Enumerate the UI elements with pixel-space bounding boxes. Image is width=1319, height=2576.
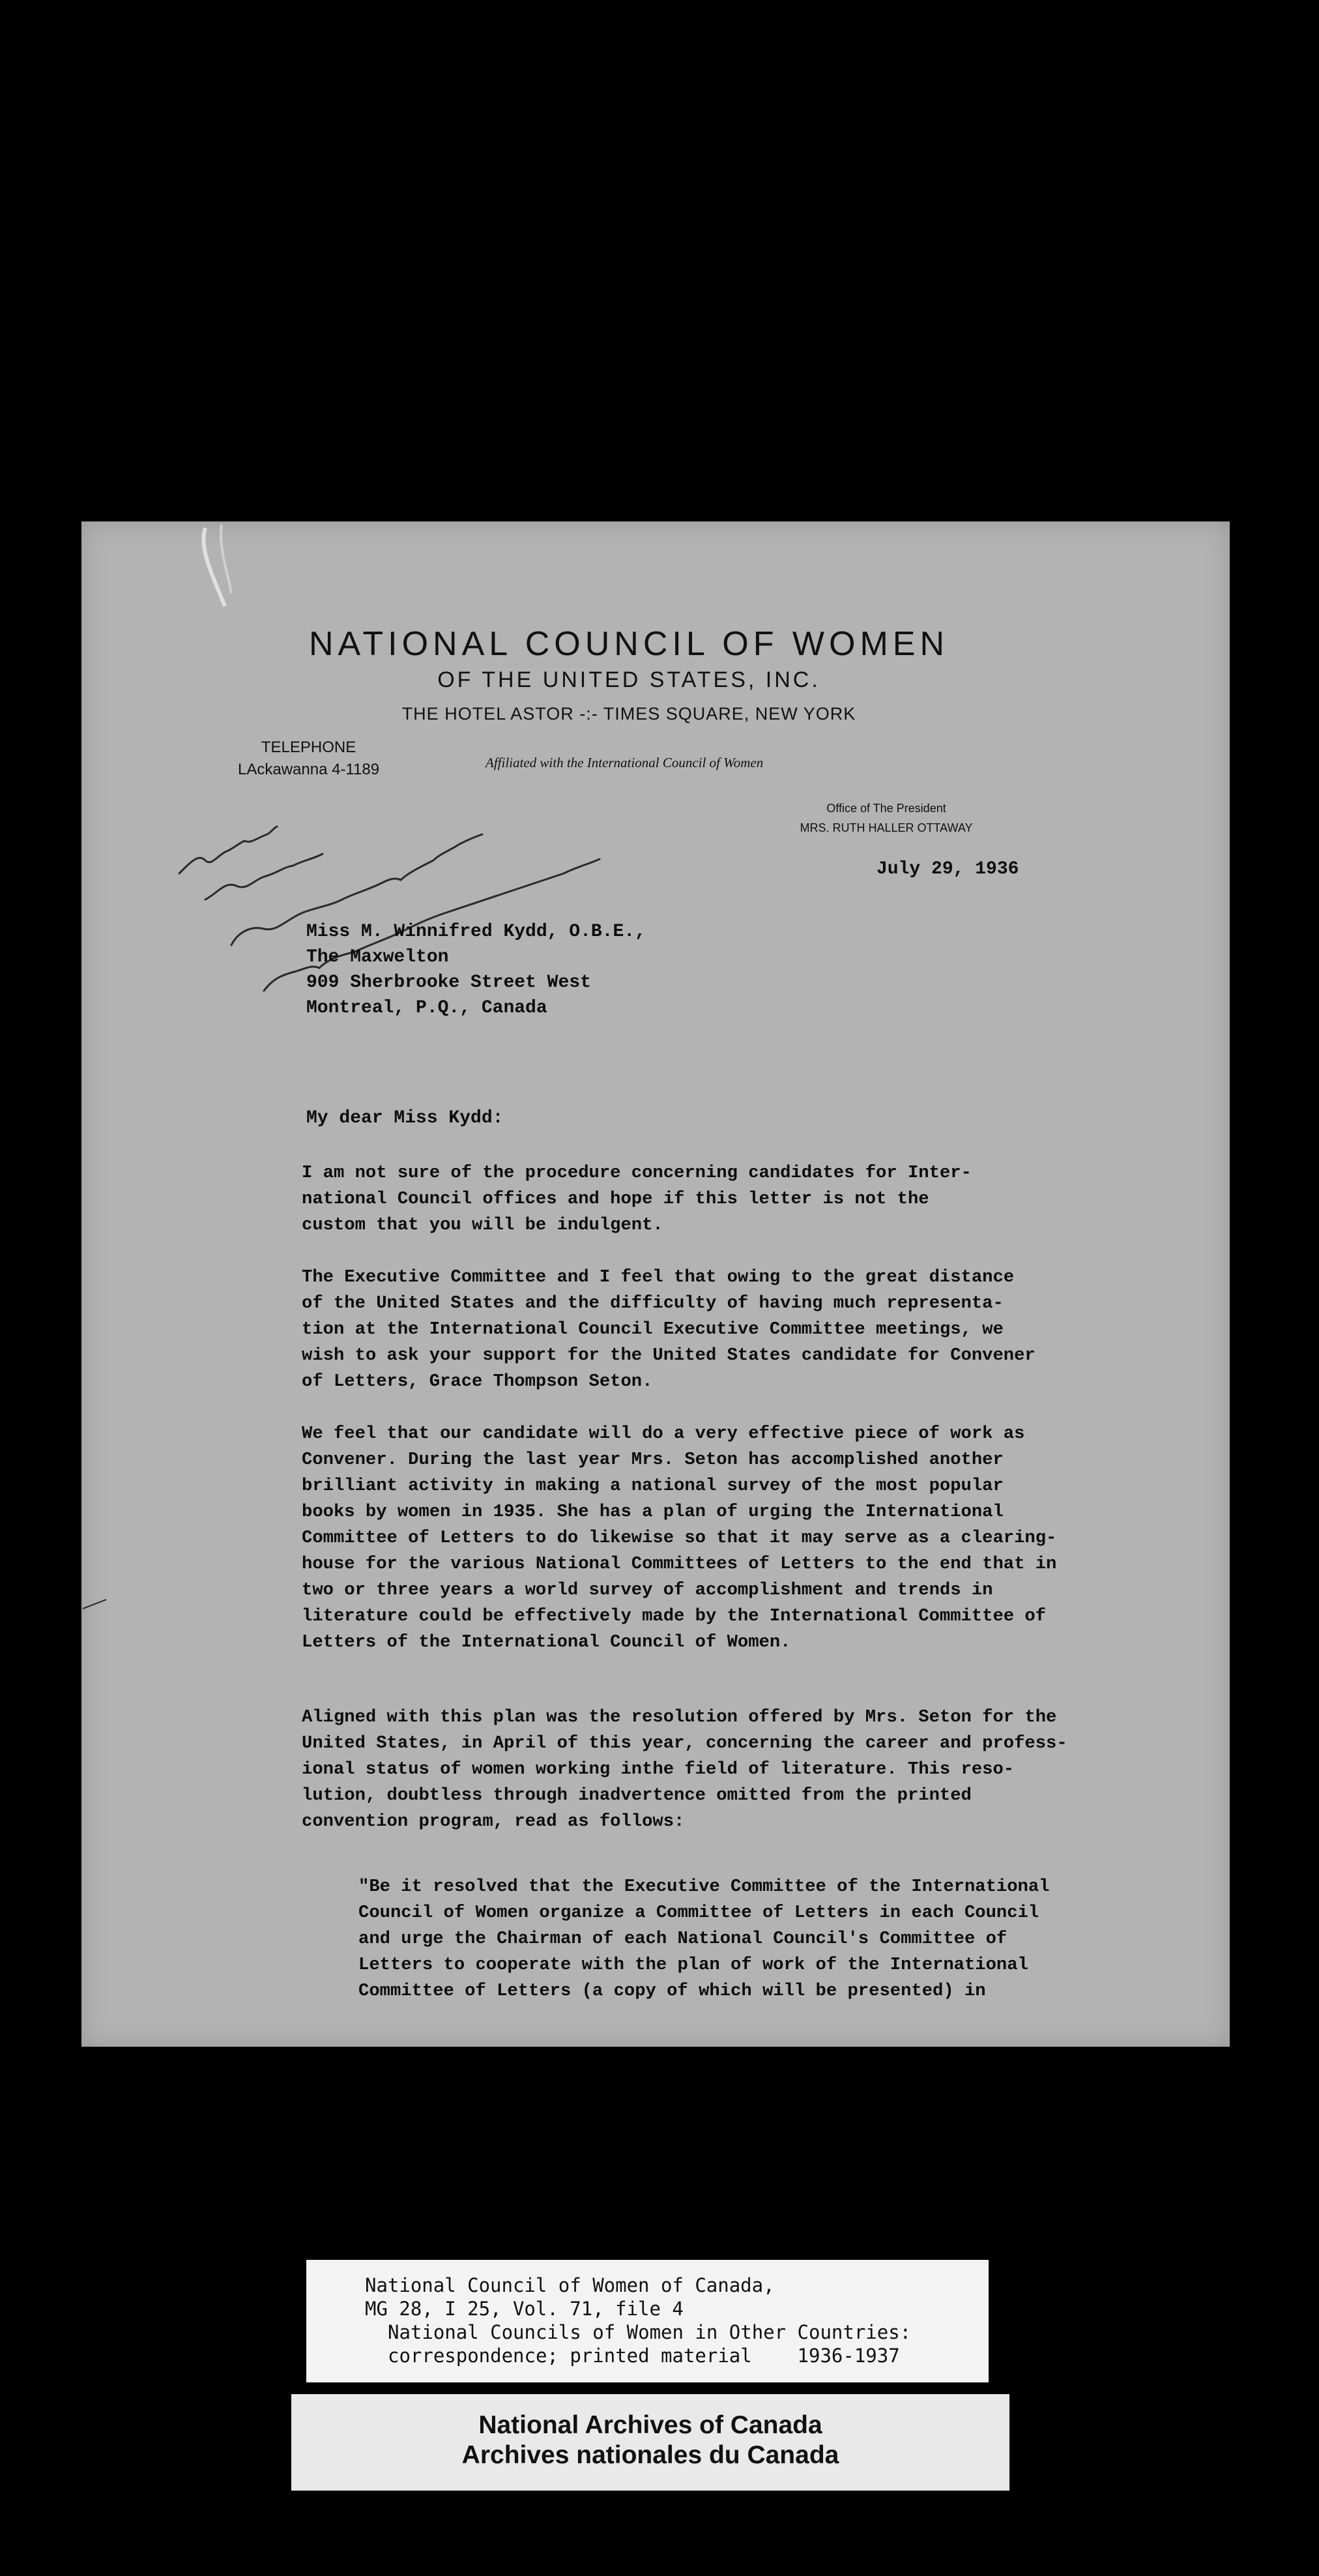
paper-clip-mark [192, 521, 244, 613]
text-line: books by women in 1935. She has a plan of urging the International [302, 1502, 1004, 1522]
paragraph-3 [302, 1421, 1168, 1656]
affiliation-line: Affiliated with the International Council of Women [486, 755, 764, 770]
text-line: Committee of Letters (a copy of which will be presented) in [358, 1981, 986, 2001]
letterhead-address: THE HOTEL ASTOR -:- TIMES SQUARE, NEW YORK [401, 704, 856, 724]
recipient-line: Montreal, P.Q., Canada [306, 998, 547, 1018]
recipient-line: The Maxwelton [306, 947, 449, 967]
text-line: We feel that our candidate will do a very effective piece of work as [302, 1424, 1025, 1444]
text-line: "Be it resolved that the Executive Committee of the International [358, 1877, 1050, 1897]
text-line: of the United States and the difficulty of having much representa- [302, 1293, 1004, 1313]
text-line: Letters to cooperate with the plan of work of the International [358, 1955, 1028, 1975]
text-line: national Council offices and hope if this letter is not the [302, 1189, 929, 1209]
archive-card-line-3: National Councils of Women in Other Countries: [388, 2321, 912, 2343]
resolution-quote [358, 1874, 1173, 2004]
office-line-1: Office of The President [826, 802, 946, 815]
text-line: literature could be effectively made by the International Committee of [302, 1606, 1047, 1626]
telephone-block [238, 737, 379, 781]
paragraph-4 [302, 1705, 1168, 1835]
paragraph-1 [302, 1160, 1168, 1238]
text-line: The Executive Committee and I feel that owing to the great distance [302, 1267, 1015, 1287]
text-line: ional status of women working inthe field of literature. This reso- [302, 1759, 1015, 1779]
letterhead-subtitle: OF THE UNITED STATES, INC. [437, 667, 820, 692]
archive-card-line-2: MG 28, I 25, Vol. 71, file 4 [365, 2298, 684, 2320]
text-line: brilliant activity in making a national survey of the most popular [302, 1476, 1004, 1496]
archive-card-line-4: correspondence; printed material 1936-1937 [388, 2345, 900, 2367]
recipient-line: 909 Sherbrooke Street West [306, 973, 591, 993]
text-line: convention program, read as follows: [302, 1811, 685, 1832]
archive-label-french: Archives nationales du Canada [461, 2441, 839, 2469]
text-line: Council of Women organize a Committee of Letters in each Council [358, 1903, 1039, 1923]
telephone-label: TELEPHONE [261, 739, 356, 756]
text-line: tion at the International Council Executive Committee meetings, we [302, 1319, 1004, 1339]
office-line-2: MRS. RUTH HALLER OTTAWAY [800, 821, 973, 834]
salutation: My dear Miss Kydd: [306, 1108, 504, 1128]
text-line: Committee of Letters to do likewise so that it may serve as a clearing- [302, 1528, 1057, 1548]
text-line: Letters of the International Council of Women. [302, 1632, 791, 1652]
text-line: Aligned with this plan was the resolution offered by Mrs. Seton for the [302, 1707, 1057, 1727]
recipient-address [306, 919, 646, 1021]
archive-reference-card [306, 2260, 989, 2382]
office-of-president [779, 798, 994, 838]
text-line: United States, in April of this year, concerning the career and profess- [302, 1733, 1067, 1753]
telephone-number: LAckawanna 4-1189 [238, 761, 380, 778]
text-line: I am not sure of the procedure concerning candidates for Inter- [302, 1163, 972, 1183]
margin-mark [81, 1597, 108, 1610]
text-line: custom that you will be indulgent. [302, 1215, 663, 1235]
archive-label [291, 2394, 1009, 2491]
text-line: house for the various National Committees of Letters to the end that in [302, 1554, 1057, 1574]
text-line: and urge the Chairman of each National Council's Committee of [358, 1929, 1007, 1949]
text-line: of Letters, Grace Thompson Seton. [302, 1371, 653, 1392]
archive-card-line-1: National Council of Women of Canada, [365, 2274, 775, 2296]
text-line: two or three years a world survey of accomplishment and trends in [302, 1580, 993, 1600]
archive-label-english: National Archives of Canada [478, 2411, 822, 2439]
letter-date: July 29, 1936 [877, 859, 1019, 879]
paragraph-2 [302, 1265, 1168, 1395]
letter-page [81, 521, 1230, 2047]
letterhead-org: NATIONAL COUNCIL OF WOMEN [309, 625, 949, 663]
text-line: lution, doubtless through inadvertence omitted from the printed [302, 1785, 972, 1806]
text-line: Convener. During the last year Mrs. Seton has accomplished another [302, 1450, 1004, 1470]
recipient-line: Miss M. Winnifred Kydd, O.B.E., [306, 922, 646, 942]
text-line: wish to ask your support for the United States candidate for Convener [302, 1345, 1036, 1366]
